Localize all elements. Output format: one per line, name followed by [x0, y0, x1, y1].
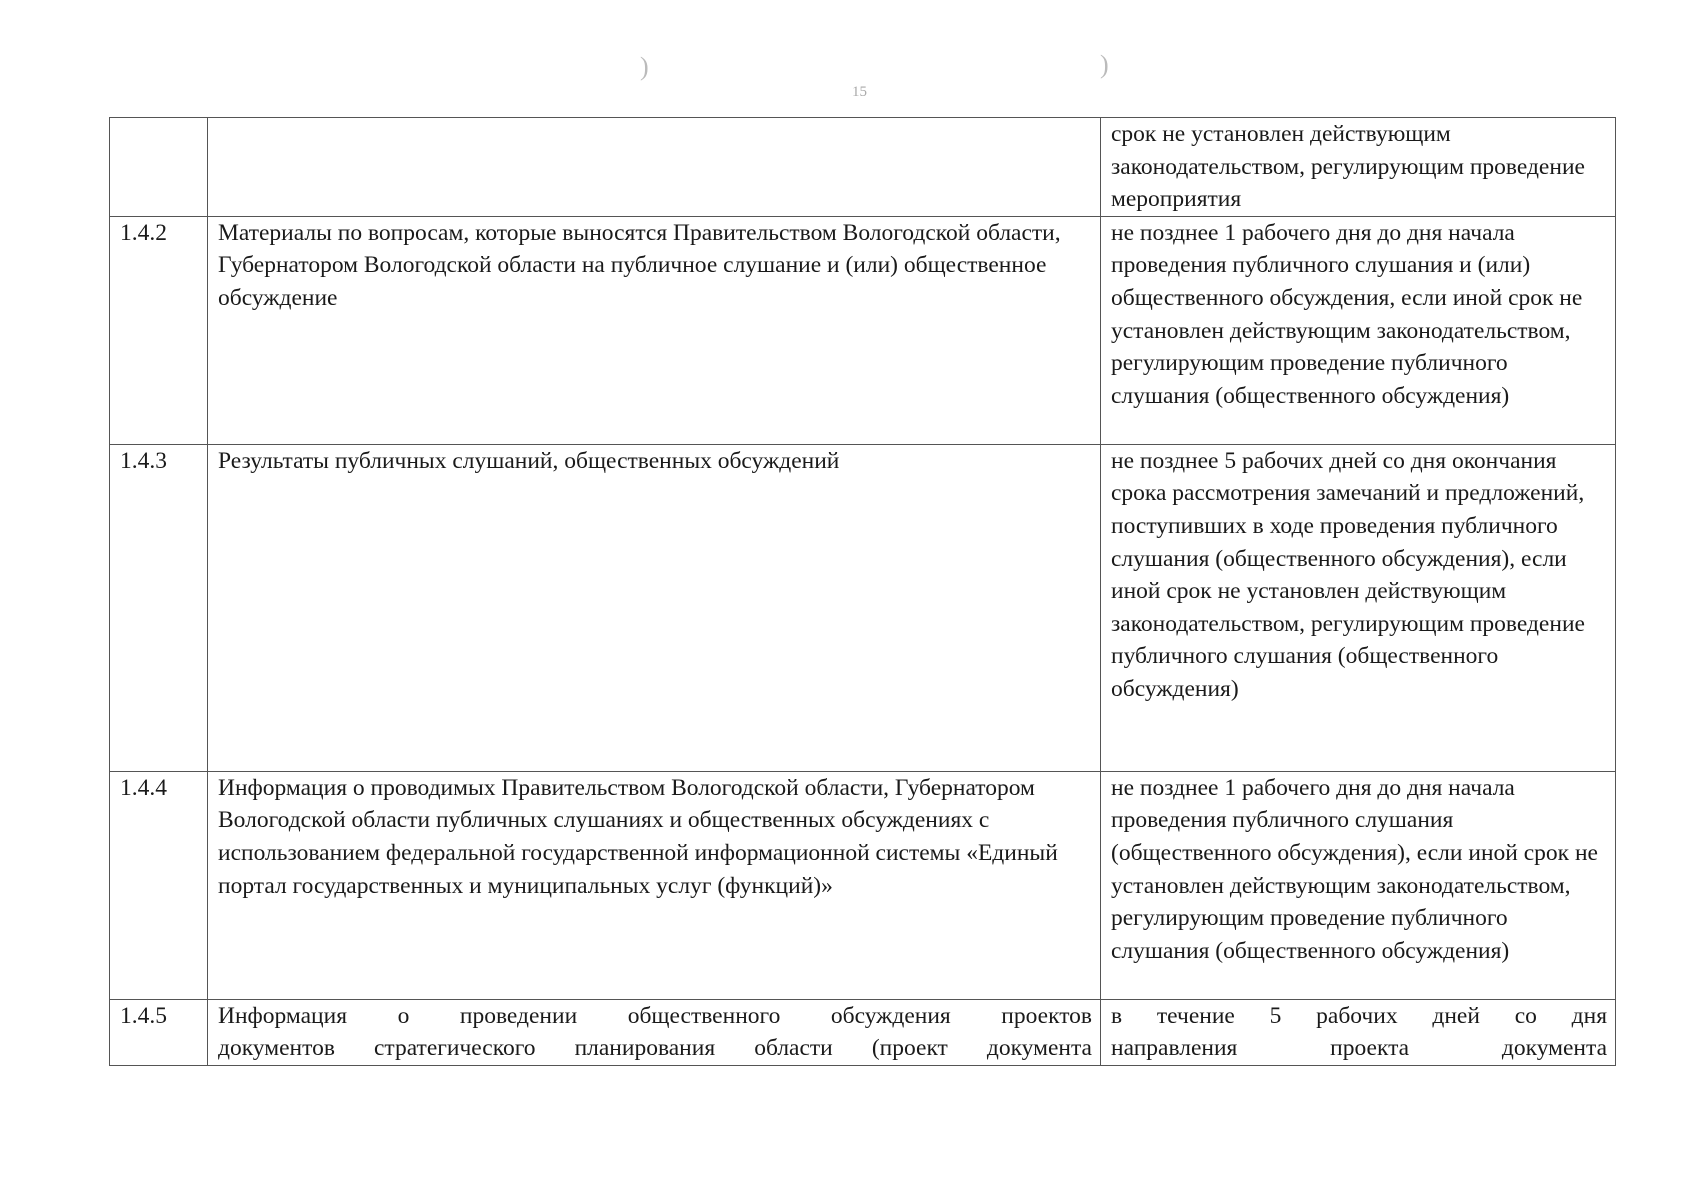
document-table: [109, 117, 1616, 1066]
row-number: 1.4.4: [110, 771, 208, 999]
row-deadline: не позднее 1 рабочего дня до дня начала проведения публичного слушания (общественного обсуждения), если иной срок не установлен действующим законодательством, регулирующим проведение публичного слушания (общественного обсуждения): [1101, 771, 1616, 999]
row-name: Информация о проводимых Правительством Вологодской области, Губернатором Вологодской области публичных слушаниях и общественных обсуждениях с использованием федеральной государственной информационной системы «Единый портал государственных и муниципальных услуг (функций)»: [208, 771, 1101, 999]
row-name: [208, 118, 1101, 217]
table-row: [110, 444, 1616, 771]
row-name: [208, 999, 1101, 1065]
table-row: [110, 118, 1616, 217]
row-number: 1.4.2: [110, 216, 208, 444]
row-deadline: [1101, 999, 1616, 1065]
table-row: [110, 771, 1616, 999]
row-number: 1.4.5: [110, 999, 208, 1065]
scan-artifact: ): [640, 52, 649, 81]
row-deadline: срок не установлен действующим законодательством, регулирующим проведение мероприятия: [1101, 118, 1616, 217]
row-number: 1.4.3: [110, 444, 208, 771]
table-row: [110, 999, 1616, 1065]
page-number: 15: [852, 84, 867, 100]
row-deadline: не позднее 5 рабочих дней со дня окончания срока рассмотрения замечаний и предложений, поступивших в ходе проведения публичного слушания (общественного обсуждения), если иной срок не установлен действующим законодательством, регулирующим проведение публичного слушания (общественного обсуждения): [1101, 444, 1616, 771]
scan-artifact: ): [1100, 50, 1109, 79]
row-deadline: не позднее 1 рабочего дня до дня начала проведения публичного слушания и (или) общественного обсуждения, если иной срок не установлен действующим законодательством, регулирующим проведение публичного слушания (общественного обсуждения): [1101, 216, 1616, 444]
row-name: Материалы по вопросам, которые выносятся Правительством Вологодской области, Губернатором Вологодской области на публичное слушание и (или) общественное обсуждение: [208, 216, 1101, 444]
row-name: Результаты публичных слушаний, общественных обсуждений: [208, 444, 1101, 771]
table-row: [110, 216, 1616, 444]
row-name-line: Информация о проведении общественного обсуждения проектов: [218, 1002, 1092, 1029]
row-name-line: документов стратегического планирования области (проект документа: [218, 1035, 1092, 1062]
row-deadline-line: направления проекта документа: [1111, 1035, 1607, 1062]
row-number: [110, 118, 208, 217]
row-deadline-line: в течение 5 рабочих дней со дня: [1111, 1002, 1607, 1029]
